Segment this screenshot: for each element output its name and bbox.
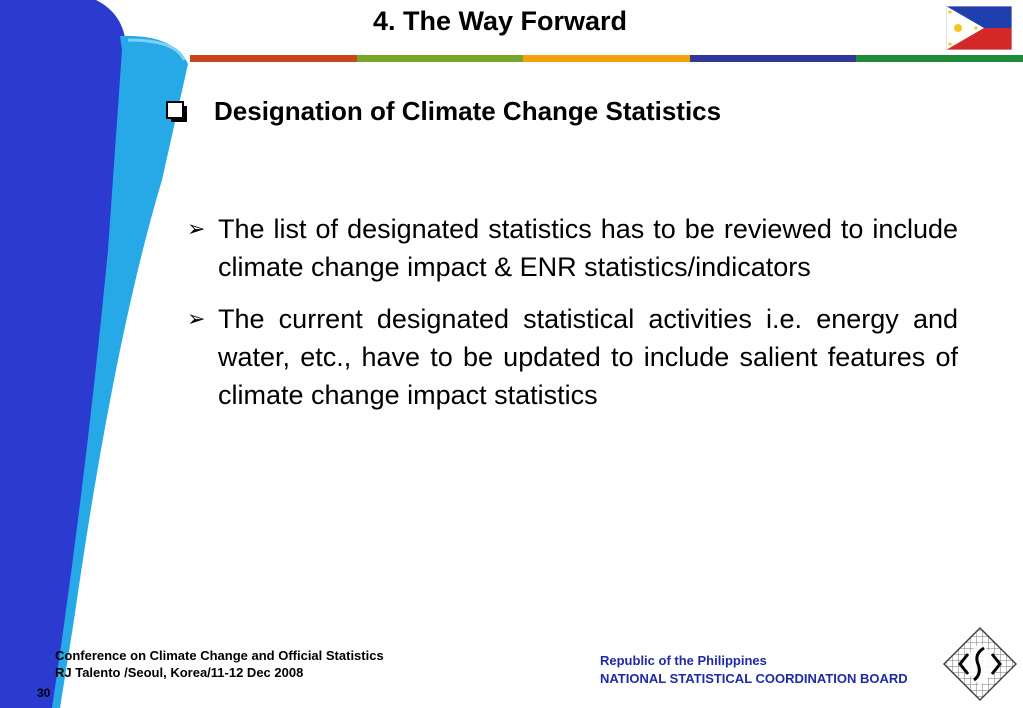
- footer-board-name: NATIONAL STATISTICAL COORDINATION BOARD: [600, 671, 908, 686]
- section-heading-text: Designation of Climate Change Statistics: [214, 96, 722, 126]
- bullet-text: The list of designated statistics has to be reviewed to include climate change impact & ENR statistics/indicators: [218, 214, 958, 282]
- section-heading: [166, 96, 721, 127]
- bullet-item: [187, 210, 958, 286]
- bullet-text: The current designated statistical activities i.e. energy and water, etc., have to be updated to include salient features of climate change impact statistics: [218, 304, 958, 410]
- footer-author-line: RJ Talento /Seoul, Korea/11-12 Dec 2008: [55, 665, 304, 680]
- stripe-5: [856, 55, 1023, 62]
- arrow-bullet-icon: ➢: [187, 306, 206, 331]
- bullet-list: [187, 210, 958, 428]
- footer-conference-title: Conference on Climate Change and Official Statistics: [55, 648, 384, 663]
- slide-number: 30: [37, 686, 51, 700]
- title-divider-stripes: [190, 55, 1023, 62]
- bullet-item: [187, 300, 958, 414]
- philippine-flag-icon: [946, 6, 1012, 50]
- nscb-logo-icon: [940, 624, 1020, 704]
- stripe-4: [690, 55, 857, 62]
- footer-republic: Republic of the Philippines: [600, 653, 767, 668]
- slide-title: 4. The Way Forward: [372, 6, 628, 36]
- arrow-bullet-icon: ➢: [187, 216, 206, 241]
- stripe-2: [357, 55, 524, 62]
- footer-conference-info: [55, 647, 384, 681]
- stripe-3: [523, 55, 690, 62]
- stripe-1: [190, 55, 357, 62]
- footer-organization: [600, 652, 908, 688]
- checkbox-bullet-icon: [166, 101, 188, 123]
